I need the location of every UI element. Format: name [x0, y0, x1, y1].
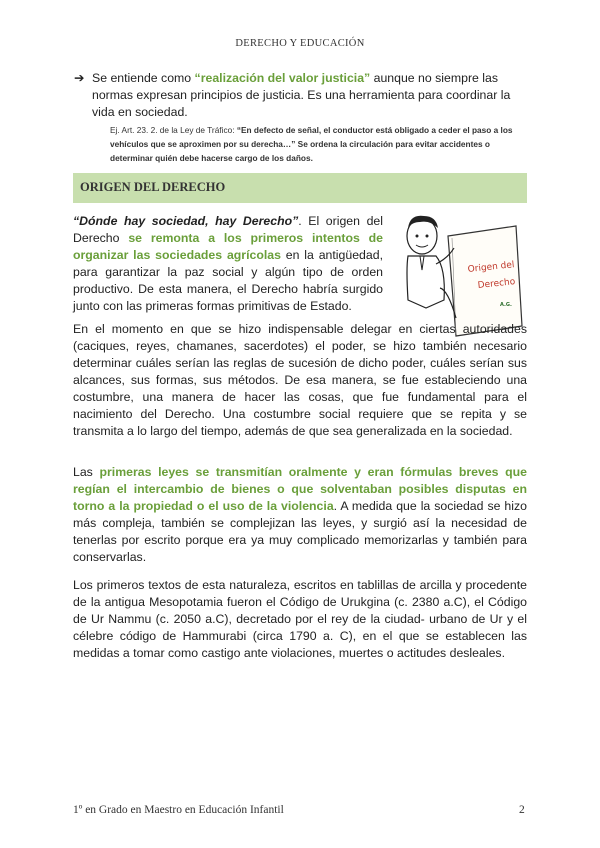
page-header: DERECHO Y EDUCACIÓN — [235, 38, 365, 49]
quote-text: “Dónde hay sociedad, hay Derecho” — [73, 214, 299, 228]
example-note — [110, 123, 526, 165]
sign-stamp: A.G. — [500, 302, 512, 308]
example-label: Ej. Art. 23. 2. de la Ley de Tráfico: — [110, 125, 237, 135]
paragraph-authority: En el momento en que se hizo indispensable delegar en ciertas autoridades (caciques, reyes, chamanes, sacerdotes) el poder, se hizo también necesario determinar cuáles serían las reglas de sucesión de dicho poder, cuáles serían sus alcances, sus formas, sus métodos. De esa manera, se fue estableciendo una costumbre, una manera de hacer las cosas, que fue fundamental para el nacimiento del Derecho. Una costumbre social requiere que se repita y se transmita a lo largo del tiempo, además de que sea generalizada en la sociedad. — [73, 322, 527, 438]
p3-highlight: primeras leyes se transmitían oralmente y eran fórmulas breves que regían el intercambio de bienes o que solventaban posibles disputas en torno a la propiedad o el uso de la violencia — [73, 465, 527, 513]
bullet-highlight: “realización del valor justicia” — [194, 71, 371, 85]
bullet-point — [74, 70, 526, 121]
p3-text-1: Las — [73, 465, 100, 479]
bullet-text-post: aunque no siempre las normas expresan principios de justicia. Es una herramienta para coordinar la vida en sociedad. — [92, 71, 511, 119]
p1-text-2: en la antigüedad, para garantizar la paz social y algún tipo de orden productivo. De esta manera, el Derecho habría surgido junto con las primeras formas primitivas de Estado. — [73, 248, 383, 313]
section-title: ORIGEN DEL DERECHO — [80, 180, 226, 194]
example-quote: “En defecto de señal, el conductor está obligado a ceder el paso a los vehículos que se aproximen por su derecha…” Se ordena la circulación para evitar accidentes o determinar quién debe hacerse cargo de los daños. — [110, 125, 513, 163]
paragraph-origin — [73, 213, 383, 315]
arrow-bullet-icon: ➔ — [74, 71, 85, 85]
paragraph-first-texts: Los primeros textos de esta naturaleza, escritos en tablillas de arcilla y procedente de la antigua Mesopotamia fueron el Código de Urukgina (c. 2380 a.C), el Código de Ur Nammu (c. 2050 a.C), decretado por el rey de la ciudad- urbano de Ur y el célebre código de Hammurabi (circa 1790 a. C), en el que se establecen las medidas a tomar como castigo ante violaciones, muertes o actitudes desleales. — [73, 578, 527, 660]
p1-highlight: se remonta a los primeros intentos de organizar las sociedades agrícolas — [73, 231, 383, 262]
paragraph-first-laws — [73, 464, 527, 566]
sign-line-2: Derecho — [477, 277, 516, 291]
page-number: 2 — [519, 804, 525, 816]
bullet-text-pre: Se entiende como — [92, 71, 195, 85]
section-heading-band — [73, 173, 527, 203]
footer-course: 1º en Grado en Maestro en Educación Infantil — [73, 804, 284, 816]
sign-line-1: Origen del — [467, 260, 515, 275]
p3-text-2: . A medida que la sociedad se hizo más compleja, también se complejizan las leyes, y surgió así la necesidad de tenerlas por escrito porque era ya muy complicado memorizarlas y también para conservarlas. — [73, 499, 527, 564]
p1-text-1: . El origen del Derecho — [73, 214, 383, 245]
